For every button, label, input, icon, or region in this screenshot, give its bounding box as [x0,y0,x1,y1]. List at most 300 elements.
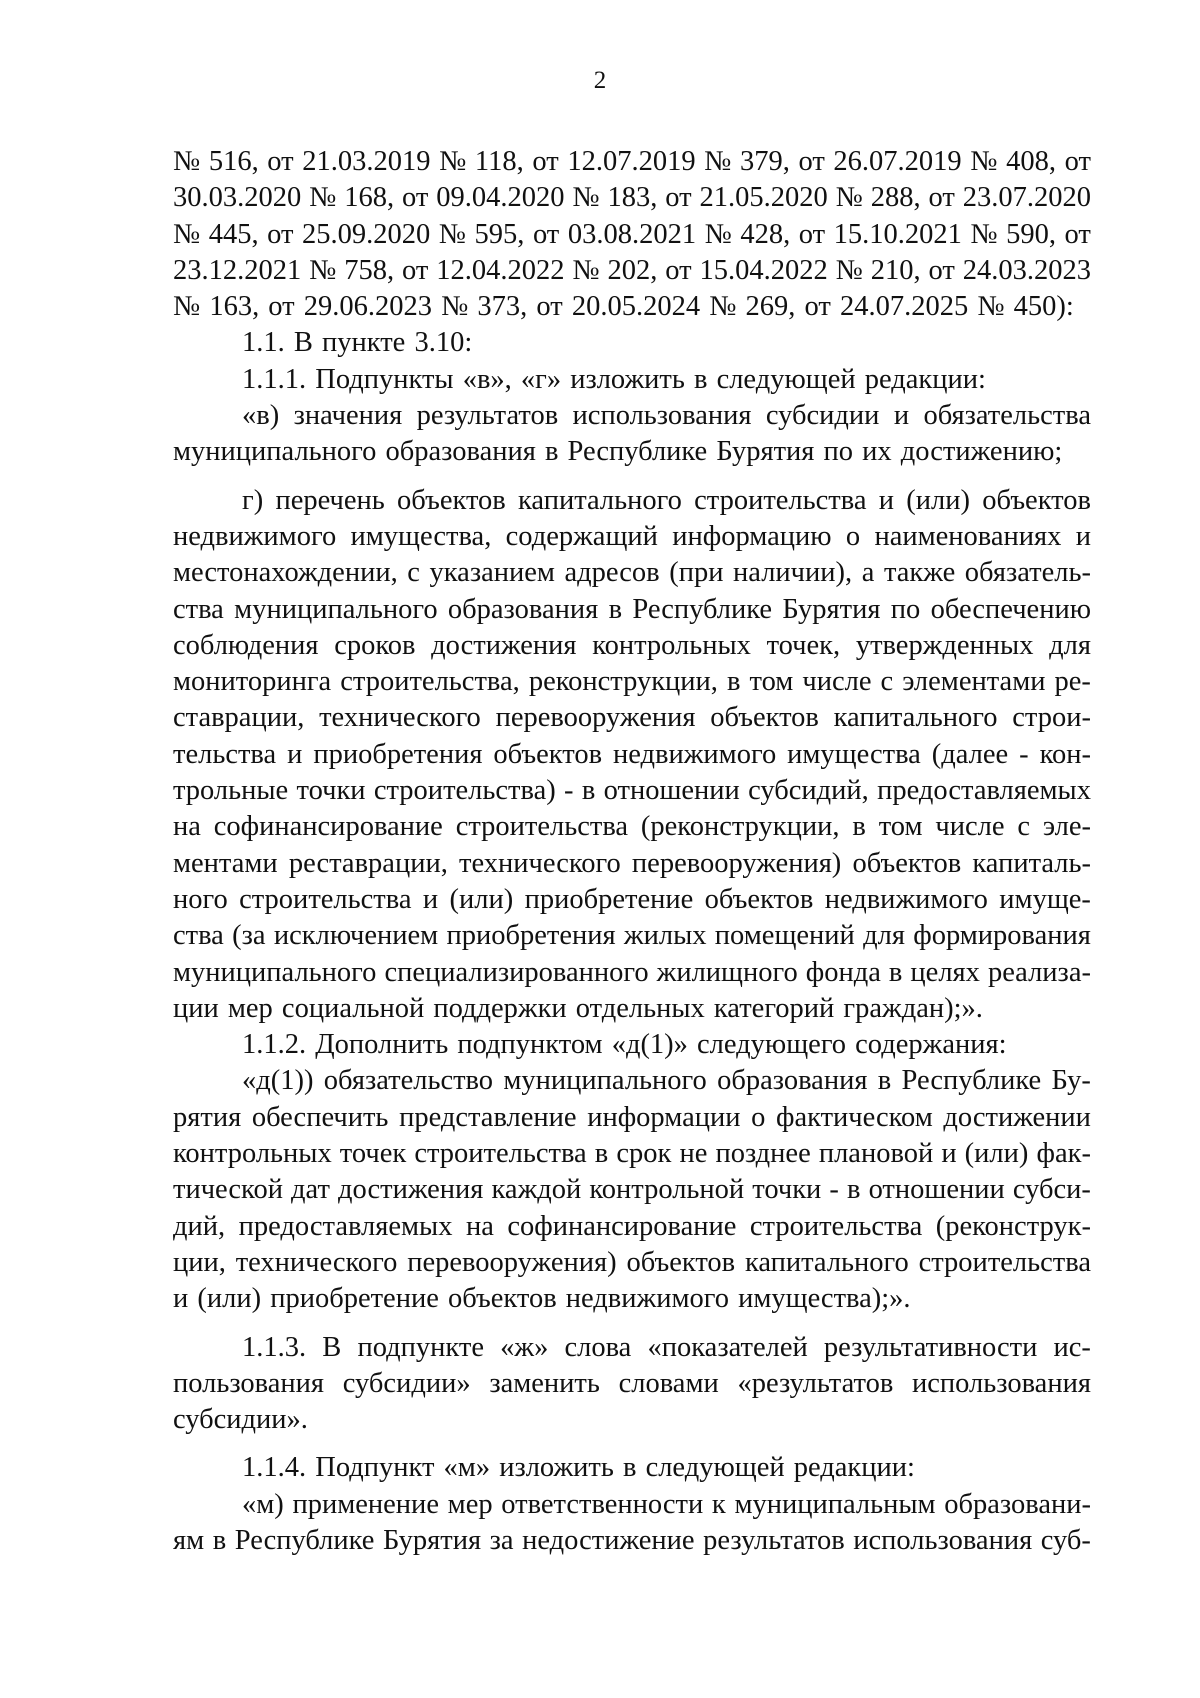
word: к [711,1488,726,1520]
word: мониторинга [173,666,332,698]
word: строительства) [373,775,556,807]
word: контрольных [592,629,751,661]
word: объектов [397,484,506,516]
word: перевооружения [495,702,696,734]
word: капитального [833,702,998,734]
word: № [970,146,998,177]
word: о [751,1101,766,1133]
word: 25.09.2020 [302,218,431,250]
word: № [438,218,466,250]
word: перечень [275,484,385,516]
word: муниципального [503,1065,707,1097]
word: элементами [902,666,1046,698]
text-line [173,1209,1091,1245]
word: строительства [918,1246,1091,1278]
word: (реконструк- [935,1210,1091,1242]
word: от [267,146,294,177]
word: № [704,218,732,250]
word: образовани- [944,1488,1091,1520]
word: и [173,1283,189,1315]
word: реконструкции, [528,666,718,698]
word: имущества, [350,520,492,552]
word: «показателей [647,1331,808,1363]
word: «м) [242,1488,284,1520]
word: пункте [321,327,406,359]
word: позднее [715,1138,811,1170]
word: «д(1)» [611,1029,688,1061]
word: № [572,254,600,286]
word: (при [669,557,724,589]
word: (за [232,920,266,952]
word: 1.1.2. [242,1029,307,1061]
word: имущества [787,738,921,770]
word: а [861,557,875,589]
word: мер [447,1488,493,1520]
text-line [173,362,1091,398]
word: в [693,363,708,395]
word: технического [235,1246,398,1278]
word: применение [292,1488,439,1520]
word: Бурятия [782,593,881,625]
word: следующего [697,1029,847,1061]
word: 118, [474,146,524,177]
text-line [173,325,1091,361]
word: использования [912,1367,1091,1399]
word: реставрации, [288,847,448,879]
word: объектов [626,1246,736,1278]
word: 450): [1013,291,1074,323]
word: фак- [1036,1138,1091,1170]
word: ментами [173,847,278,879]
text-line [173,882,1091,918]
word: 445, [208,218,259,250]
word: изложить [570,363,685,395]
word: объектов [493,738,603,770]
word: от [532,146,559,177]
word: Республике [234,1524,375,1556]
word: софинансирование [213,811,443,843]
word: плановой [818,1138,934,1170]
word: № [439,146,467,177]
word: тической [173,1174,283,1206]
word: образования [385,436,536,468]
word: 210, [870,254,921,286]
word: результативности [823,1331,1038,1363]
text-line [173,1450,1091,1486]
word: - [1019,738,1029,770]
word: 590, [1006,218,1056,250]
word: № [835,182,863,214]
word: недвижимого [173,520,337,552]
word: результатов [416,400,559,432]
word: для [863,920,905,952]
word: мер [227,992,273,1024]
word: объектов [710,702,819,734]
word: точки [752,1174,822,1206]
word: 09.04.2020 [436,182,565,214]
word: для [1049,629,1091,661]
word: содержания: [855,1029,1007,1061]
word: (реконструкции, [640,811,840,843]
word: от [665,182,692,214]
word: Бурятия [716,436,815,468]
word: в [594,1138,609,1170]
word: капитального [744,1246,909,1278]
word: в [212,1524,227,1556]
word: числе [935,811,1005,843]
word: обязательство [323,1065,494,1097]
word: № [977,291,1005,323]
word: «м» [443,1452,491,1484]
word: имуще- [999,883,1091,915]
word: «результатов [737,1367,894,1399]
word: объектов [982,484,1091,516]
word: 516, [208,146,259,177]
word: муниципальным [734,1488,936,1520]
page-number: 2 [593,67,607,94]
text-line [173,1330,1091,1366]
word: строительства [414,1138,587,1170]
word: отношении [603,775,740,807]
word: № [709,291,737,323]
word: на [173,811,201,843]
word: 183, [607,182,658,214]
word: приобретения [446,920,616,952]
word: и [422,883,439,915]
word: «д(1)) [242,1065,314,1097]
word: объектов [852,847,962,879]
word: в [726,666,741,698]
paragraph-gap [173,1438,1091,1450]
word: целях [910,956,980,988]
word: (или) [449,883,514,915]
word: достижения [338,1174,484,1206]
word: 3.10: [414,327,473,359]
word: жилищного [656,956,798,988]
text-line [173,1523,1091,1559]
word: № [173,218,201,250]
word: В [293,327,313,359]
word: обеспечению [930,593,1091,625]
word: от [804,291,831,323]
word: с [1017,811,1031,843]
word: подпункте [357,1331,484,1363]
word: обеспечить [251,1101,389,1133]
word: - [829,1174,839,1206]
word: в [877,1065,892,1097]
word: от [268,291,295,323]
word: в [608,593,623,625]
word: субси- [1012,1174,1091,1206]
word: имущества);». [738,1283,911,1315]
word: софинансирование [507,1210,737,1242]
word: предоставляемых [877,775,1091,807]
word: строительства [239,883,412,915]
word: ции [173,992,219,1024]
word: реализа- [987,956,1091,988]
word: ре- [1054,666,1091,698]
word: 12.04.2022 [436,254,565,286]
word: фонда [805,956,881,988]
word: кон- [1039,738,1091,770]
word: ции, [173,1246,226,1278]
word: подпунктом [457,1029,603,1061]
word: Бу- [1051,1065,1091,1097]
word: в [847,1174,861,1206]
word: по [823,436,854,468]
word: от [402,254,429,286]
word: о [845,520,861,552]
word: обязатель- [964,557,1091,589]
word: значения [293,400,403,432]
word: от [798,146,825,177]
word: с [407,557,420,589]
word: указанием [429,557,555,589]
word: ного [173,883,228,915]
word: граждан);». [843,992,983,1024]
word: строительства [455,811,629,843]
word: недвижимого [565,1283,729,1315]
word: приобретения [313,738,483,770]
word: 163, [209,291,260,323]
word: слова [564,1331,632,1363]
word: перевооружения) [407,1246,617,1278]
text-line [173,664,1091,700]
word: изложить [499,1452,614,1484]
word: ства [173,920,224,952]
word: срок [616,1138,672,1170]
paragraph-gap [173,1318,1091,1330]
word: перевооружения) [631,847,842,879]
word: от [1064,218,1091,250]
word: № [835,254,863,286]
word: образования [447,593,599,625]
word: строи- [1012,702,1091,734]
word: 03.08.2021 [567,218,697,250]
word: результатов [703,1524,845,1556]
word: 23.12.2021 [173,254,302,286]
word: № [572,182,600,214]
word: в [852,811,866,843]
word: соблюдения [173,629,319,661]
text-line [173,555,1091,591]
text-line [173,955,1091,991]
word: обязательства [923,400,1091,432]
word: точки [296,775,366,807]
text-line [173,1402,1091,1438]
word: также [883,557,956,589]
word: точек [339,1138,407,1170]
word: отдельных [575,992,705,1024]
word: пользования [173,1367,325,1399]
word: информацию [672,520,832,552]
word: и [287,738,303,770]
text-line [173,253,1091,289]
word: отношении [868,1174,1005,1206]
text-line [173,700,1091,736]
text-line [173,289,1091,325]
word: капиталь- [972,847,1091,879]
word: объектов [447,1283,557,1315]
word: достижении [943,1101,1091,1133]
word: муниципального [173,956,377,988]
word: по [890,593,921,625]
word: 12.07.2019 [567,146,696,177]
word: (или) [964,1138,1029,1170]
word: технического [319,702,481,734]
word: образования [717,1065,868,1097]
text-line [173,918,1091,954]
word: редакции: [793,1452,915,1484]
word: 29.06.2023 [303,291,432,323]
document-body [173,144,1091,1559]
word: использования [853,1524,1033,1556]
word: ответственности [501,1488,704,1520]
word: 15.04.2022 [699,254,828,286]
word: точек, [766,629,841,661]
text-line [173,1366,1091,1402]
word: заменить [489,1367,600,1399]
word: жилых [623,920,707,952]
word: 24.03.2023 [962,254,1091,286]
word: технического [459,847,621,879]
text-line [173,217,1091,253]
word: № [173,291,201,323]
word: в [544,436,559,468]
word: № [309,254,337,286]
word: от [532,218,560,250]
word: и [941,1138,957,1170]
word: 1.1.4. [242,1452,307,1484]
word: (далее [931,738,1009,770]
word: 758, [344,254,395,286]
word: 1.1.3. [242,1331,307,1363]
text-line [173,846,1091,882]
word: недостижение [522,1524,695,1556]
word: эле- [1042,811,1091,843]
word: исключением [273,920,439,952]
word: 1.1.1. [242,363,307,395]
word: словами [618,1367,719,1399]
word: фактическом [775,1101,933,1133]
word: на [465,1210,494,1242]
word: от [536,291,563,323]
word: дат [291,1174,330,1206]
word: «ж» [500,1331,549,1363]
text-line [173,483,1091,519]
text-line [173,519,1091,555]
word: 373, [477,291,528,323]
text-line [173,1027,1091,1063]
word: ям [173,1524,205,1556]
word: том [749,666,794,698]
word: 20.05.2024 [571,291,701,323]
word: 269, [745,291,796,323]
word: от [1064,146,1091,177]
word: утвержденных [855,629,1034,661]
word: «в) [242,400,280,432]
word: 21.05.2020 [699,182,828,214]
word: строительства, [340,666,520,698]
text-line [173,398,1091,434]
paragraph-gap [173,471,1091,483]
text-line [173,991,1091,1027]
text-line [173,1487,1091,1523]
word: поддержки [433,992,567,1024]
word: Республике [901,1065,1042,1097]
word: сроков [334,629,416,661]
word: тельства [173,738,277,770]
word: Подпункты [315,363,454,395]
word: Бурятия [382,1524,482,1556]
text-line [173,737,1091,773]
word: наименованиях [874,520,1062,552]
word: не [679,1138,708,1170]
word: - [564,775,574,807]
word: «в», [462,363,512,395]
text-line [173,1100,1091,1136]
word: Дополнить [315,1029,449,1061]
word: информации [587,1101,741,1133]
word: капитального [518,484,682,516]
text-line [173,628,1091,664]
word: ставрации, [173,702,305,734]
word: № [173,146,201,177]
word: их [862,436,892,468]
word: 202, [607,254,658,286]
word: следующей [645,1452,785,1484]
word: в [581,775,596,807]
word: № [441,291,469,323]
word: помещений [714,920,855,952]
word: в [622,1452,637,1484]
word: категорий [713,992,835,1024]
word: с [880,666,894,698]
word: 428, [740,218,791,250]
text-line [173,434,1091,470]
word: «г» [520,363,562,395]
word: г) [242,484,264,516]
word: специализированного [384,956,649,988]
word: следующей [716,363,856,395]
word: ства [173,593,224,625]
word: от [928,182,955,214]
word: каждой [491,1174,582,1206]
word: от [665,254,692,286]
word: строительства [694,484,867,516]
word: ис- [1053,1331,1091,1363]
word: объектов [704,883,814,915]
word: (или) [906,484,971,516]
word: Подпункт [315,1452,435,1484]
text-line [173,1172,1091,1208]
word: 21.03.2019 [302,146,431,177]
word: содержащий [505,520,658,552]
word: 1.1. [242,327,285,359]
word: и [893,400,910,432]
word: в [888,956,903,988]
word: том [878,811,923,843]
word: 24.07.2025 [839,291,969,323]
word: 30.03.2020 [173,182,302,214]
word: суб- [1040,1524,1091,1556]
word: наличии), [733,557,853,589]
word: контрольной [589,1174,745,1206]
text-line [173,144,1091,180]
word: муниципального [173,436,377,468]
word: за [489,1524,514,1556]
word: предоставляемых [238,1210,453,1242]
